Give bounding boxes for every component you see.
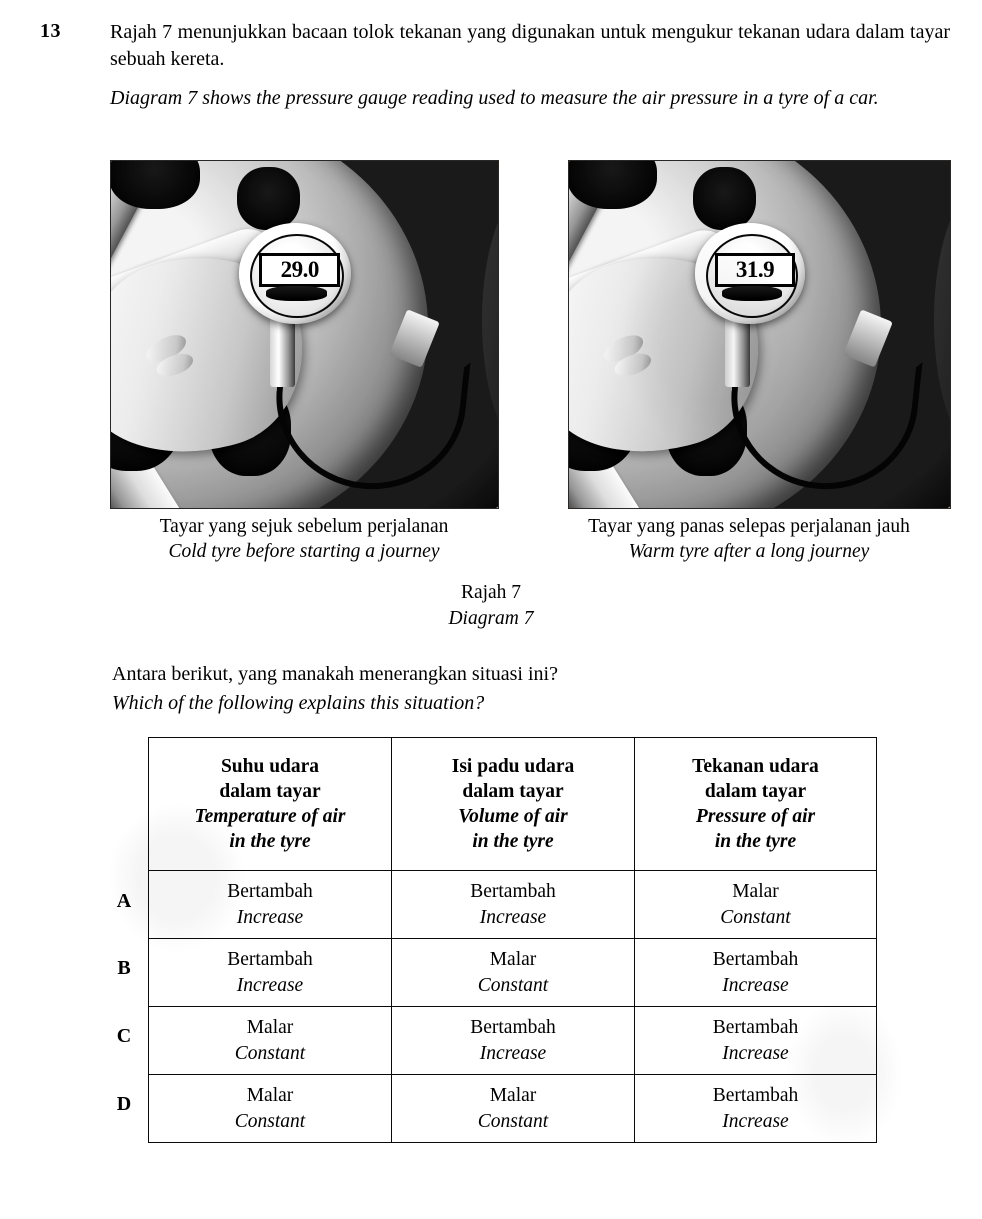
caption-malay: Tayar yang panas selepas perjalanan jauh [588,516,910,537]
lead-in-malay: Antara berikut, yang manakah menerangkan situasi ini? [112,663,558,685]
cell-malay: Bertambah [712,1084,799,1106]
option-letter-b[interactable]: B [117,957,131,979]
caption-warm-tyre [548,514,950,564]
header-english-line1: Temperature of air [194,806,346,827]
cell-malay: Bertambah [712,1016,799,1038]
option-b-pressure[interactable] [635,939,877,1007]
option-d-volume[interactable] [392,1075,635,1143]
gauge-reading-value: 29.0 [280,257,319,283]
option-b-volume[interactable] [392,939,635,1007]
option-letter-c[interactable]: C [116,1024,132,1047]
header-english-line2: in the tyre [714,831,797,852]
cell-malay: Bertambah [712,948,799,970]
wheel-gap [111,161,200,209]
pressure-gauge-warm [695,223,805,324]
cell-english: Increase [722,1110,789,1132]
tyre-sidewall-highlight [934,183,950,458]
option-a-volume[interactable] [392,871,635,939]
option-a-temperature[interactable] [149,871,392,939]
option-c-pressure[interactable] [635,1007,877,1075]
option-c-temperature[interactable] [149,1007,392,1075]
caption-malay: Tayar yang sejuk sebelum perjalanan [159,516,449,537]
option-letter-column [106,868,142,1138]
photo-cold-tyre [110,160,499,509]
cell-english: Increase [236,974,304,996]
option-d-pressure[interactable] [635,1075,877,1143]
cell-english: Constant [234,1042,306,1064]
wheel-gap [569,161,657,209]
lead-in-question [112,660,812,718]
caption-english: Cold tyre before starting a journey [168,541,440,562]
figure-photo-row [110,160,950,509]
cell-english: Increase [479,1042,547,1064]
figure-label [0,580,982,632]
table-row[interactable] [149,1007,877,1075]
cell-english: Constant [477,1110,549,1132]
gauge-reading-value: 31.9 [735,257,775,283]
cell-english: Constant [477,974,549,996]
header-english-line2: in the tyre [472,831,554,852]
header-malay-line2: dalam tayar [462,781,564,802]
header-pressure [635,738,877,871]
gauge-dial-detail [266,286,327,300]
option-c-volume[interactable] [392,1007,635,1075]
tyre-sidewall-highlight [482,183,498,458]
option-b-temperature[interactable] [149,939,392,1007]
cell-malay: Bertambah [227,880,313,902]
pressure-gauge-cold [239,223,351,324]
caption-english: Warm tyre after a long journey [628,541,870,562]
lead-in-english: Which of the following explains this situation? [112,692,485,714]
header-malay-line1: Suhu udara [220,756,320,777]
question-number: 13 [40,20,61,42]
cell-english: Increase [479,906,547,928]
table-row[interactable] [149,871,877,939]
wheel-gap [237,167,301,230]
question-stem [110,19,950,112]
table-row[interactable] [149,939,877,1007]
cell-english: Increase [722,974,789,996]
option-letter-a[interactable]: A [116,890,132,912]
options-table [148,737,877,1143]
figure-label-english: Diagram 7 [448,608,534,629]
option-d-temperature[interactable] [149,1075,392,1143]
cell-malay: Malar [489,1084,537,1106]
header-malay-line1: Isi padu udara [451,756,575,777]
header-temperature [149,738,392,871]
gauge-dial-face [706,234,798,319]
cell-malay: Malar [246,1084,294,1106]
photo-warm-tyre [568,160,951,509]
caption-cold-tyre [104,514,504,564]
table-header-row [149,738,877,871]
header-malay-line2: dalam tayar [704,781,807,802]
table-row[interactable] [149,1075,877,1143]
cell-english: Increase [236,906,304,928]
wheel-gap [693,167,756,230]
cell-malay: Malar [246,1016,294,1038]
header-malay-line2: dalam tayar [219,781,321,802]
figure-label-malay: Rajah 7 [460,582,522,603]
cell-english: Constant [234,1110,306,1132]
header-malay-line1: Tekanan udara [692,756,819,777]
option-a-pressure[interactable] [635,871,877,939]
option-letter-d[interactable]: D [116,1092,132,1115]
cell-malay: Malar [489,948,537,970]
header-english-line1: Pressure of air [695,806,816,827]
stem-text-malay: Rajah 7 menunjukkan bacaan tolok tekanan yang digunakan untuk mengukur tekanan udara dalam tayar sebuah kereta. [110,21,950,70]
cell-english: Increase [722,1042,789,1064]
gauge-reading-window [715,253,795,286]
tyre-scene-cold [111,161,498,508]
cell-malay: Bertambah [227,948,313,970]
cell-malay: Bertambah [470,880,556,902]
tyre-scene-warm [569,161,950,508]
gauge-dial-detail [722,286,782,300]
gauge-reading-window [259,253,340,286]
stem-text-english: Diagram 7 shows the pressure gauge reading used to measure the air pressure in a tyre of a car. [110,87,879,109]
cell-malay: Malar [732,880,779,902]
header-english-line2: in the tyre [229,831,311,852]
header-english-line1: Volume of air [458,806,568,827]
cell-malay: Bertambah [470,1016,556,1038]
gauge-dial-face [250,234,344,319]
cell-english: Constant [720,906,791,928]
header-volume [392,738,635,871]
